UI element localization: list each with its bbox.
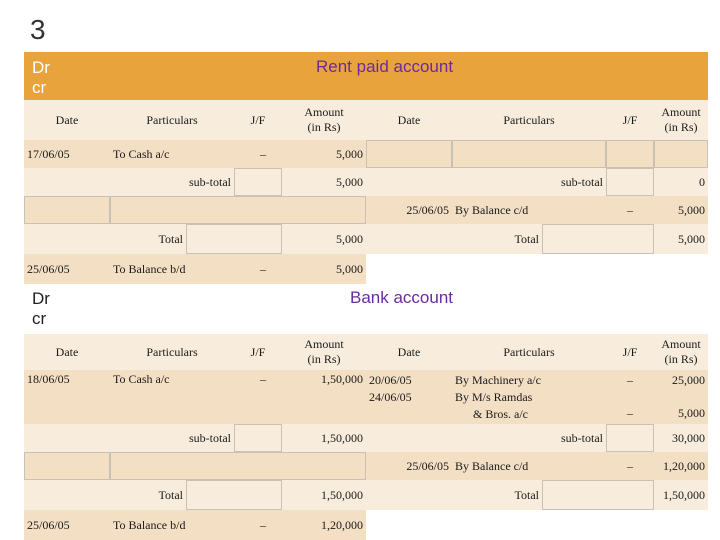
bank-dr-cr-label	[32, 289, 50, 329]
rent-subtotal-amount-right: 0	[654, 168, 708, 196]
rent-empty-cell	[606, 168, 654, 196]
rent-header-jf-left: J/F	[234, 100, 282, 140]
rent-account-title: Rent paid account	[316, 57, 454, 76]
rent-subtotal-row	[24, 168, 708, 196]
rent-header-amount-right-l2: (in Rs)	[664, 120, 698, 134]
bank-header-date-left: Date	[24, 334, 110, 370]
bank-right-date-1: 20/06/05	[369, 373, 412, 387]
rent-header-amount-right	[654, 100, 708, 140]
rent-total-amount-left: 5,000	[282, 224, 366, 254]
bank-empty-cell	[186, 480, 282, 510]
bank-header-particulars-right: Particulars	[452, 334, 606, 370]
bank-header-amount-left	[282, 334, 366, 370]
bank-header-jf-left: J/F	[234, 334, 282, 370]
bank-subtotal-amount-right: 30,000	[654, 424, 708, 452]
rent-date-cell: 17/06/05	[24, 140, 110, 168]
rent-total-label-right: Total	[366, 224, 542, 254]
bank-right-jf-2: –	[627, 406, 633, 420]
bank-left-particulars	[110, 370, 234, 424]
bank-entry-row	[24, 370, 708, 424]
bank-left-date	[24, 370, 110, 424]
rent-empty-cell	[606, 140, 654, 168]
rent-balance-bd-jf: –	[234, 254, 282, 284]
bank-empty-cell	[234, 424, 282, 452]
bank-balance-bd-particulars: To Balance b/d	[110, 510, 234, 540]
bank-account-title: Bank account	[350, 288, 454, 307]
bank-total-amount-right: 1,50,000	[654, 480, 708, 510]
rent-header-amount-left-l2: (in Rs)	[307, 120, 341, 134]
rent-header-date-left: Date	[24, 100, 110, 140]
rent-header-amount-right-l1: Amount	[661, 105, 701, 119]
bank-column-headers	[24, 334, 708, 370]
rent-dr-label: Dr	[32, 58, 50, 77]
rent-cr-label: cr	[32, 78, 47, 97]
bank-balance-bd-date: 25/06/05	[24, 510, 110, 540]
rent-particulars-cell: To Cash a/c	[110, 140, 234, 168]
bank-header-particulars-left: Particulars	[110, 334, 234, 370]
rent-empty-cell	[186, 224, 282, 254]
bank-left-particulars-text: To Cash a/c	[113, 372, 170, 386]
bank-right-amount-2: 5,000	[678, 406, 705, 420]
bank-dr-label: Dr	[32, 289, 50, 308]
rent-balance-cd-amount: 5,000	[654, 196, 708, 224]
bank-right-dates	[366, 370, 452, 424]
bank-header-amount-right	[654, 334, 708, 370]
bank-right-amounts	[654, 370, 708, 424]
rent-balance-cd-row	[24, 196, 708, 224]
bank-right-jf-1: –	[627, 373, 633, 387]
bank-right-date-2: 24/06/05	[369, 390, 412, 404]
rent-column-headers	[24, 100, 708, 140]
rent-empty-cell	[654, 140, 708, 168]
bank-left-date-text: 18/06/05	[27, 372, 70, 386]
bank-balance-bd-row	[24, 510, 708, 540]
rent-empty-cell	[24, 196, 110, 224]
rent-account-header-bar	[24, 52, 708, 100]
rent-balance-bd-date: 25/06/05	[24, 254, 110, 284]
rent-header-particulars-right: Particulars	[452, 100, 606, 140]
bank-right-particulars-2: By M/s Ramdas	[455, 390, 533, 404]
bank-balance-cd-date: 25/06/05	[366, 452, 452, 480]
bank-header-amount-right-l2: (in Rs)	[664, 352, 698, 366]
rent-header-jf-right: J/F	[606, 100, 654, 140]
rent-balance-cd-particulars: By Balance c/d	[452, 196, 606, 224]
bank-balance-bd-amount: 1,20,000	[282, 510, 366, 540]
bank-header-date-right: Date	[366, 334, 452, 370]
rent-empty-cell	[366, 140, 452, 168]
rent-balance-bd-row	[24, 254, 708, 284]
bank-left-amount	[282, 370, 366, 424]
bank-cr-label: cr	[32, 309, 47, 328]
bank-total-label-left: Total	[24, 480, 186, 510]
rent-balance-cd-jf: –	[606, 196, 654, 224]
rent-total-row	[24, 224, 708, 254]
rent-subtotal-label-left: sub-total	[24, 168, 234, 196]
rent-subtotal-label-right: sub-total	[366, 168, 606, 196]
bank-header-jf-right: J/F	[606, 334, 654, 370]
rent-empty-cell	[452, 140, 606, 168]
rent-empty-cell	[542, 224, 654, 254]
rent-balance-cd-date: 25/06/05	[366, 196, 452, 224]
bank-subtotal-label-right: sub-total	[366, 424, 606, 452]
rent-header-amount-left-l1: Amount	[304, 105, 344, 119]
bank-total-amount-left: 1,50,000	[282, 480, 366, 510]
bank-total-label-right: Total	[366, 480, 542, 510]
rent-total-label-left: Total	[24, 224, 186, 254]
rent-empty-cell	[110, 196, 366, 224]
rent-entry-row	[24, 140, 708, 168]
bank-left-jf	[234, 370, 282, 424]
bank-right-particulars-1: By Machinery a/c	[455, 373, 541, 387]
rent-jf-cell: –	[234, 140, 282, 168]
bank-right-amount-1: 25,000	[672, 373, 705, 387]
bank-header-amount-left-l2: (in Rs)	[307, 352, 341, 366]
bank-header-amount-left-l1: Amount	[304, 337, 344, 351]
rent-subtotal-amount-left: 5,000	[282, 168, 366, 196]
bank-left-jf-text: –	[260, 372, 266, 386]
bank-header-amount-right-l1: Amount	[661, 337, 701, 351]
bank-subtotal-label-left: sub-total	[24, 424, 234, 452]
rent-empty-cell	[234, 168, 282, 196]
bank-balance-cd-jf: –	[606, 452, 654, 480]
bank-right-particulars-3: & Bros. a/c	[473, 407, 528, 421]
bank-subtotal-amount-left: 1,50,000	[282, 424, 366, 452]
rent-header-particulars-left: Particulars	[110, 100, 234, 140]
bank-balance-bd-jf: –	[234, 510, 282, 540]
rent-balance-bd-particulars: To Balance b/d	[110, 254, 234, 284]
rent-dr-cr-label	[32, 58, 50, 98]
slide-number: 3	[30, 14, 46, 45]
bank-empty-cell	[110, 452, 366, 480]
bank-balance-cd-amount: 1,20,000	[654, 452, 708, 480]
rent-total-amount-right: 5,000	[654, 224, 708, 254]
rent-header-amount-left	[282, 100, 366, 140]
bank-total-row	[24, 480, 708, 510]
bank-right-jf	[606, 370, 654, 424]
bank-empty-cell	[606, 424, 654, 452]
bank-balance-cd-particulars: By Balance c/d	[452, 452, 606, 480]
bank-right-particulars	[452, 370, 606, 424]
bank-left-amount-text: 1,50,000	[321, 372, 363, 386]
bank-balance-cd-row	[24, 452, 708, 480]
rent-balance-bd-amount: 5,000	[282, 254, 366, 284]
rent-amount-cell: 5,000	[282, 140, 366, 168]
rent-header-date-right: Date	[366, 100, 452, 140]
bank-empty-cell	[24, 452, 110, 480]
bank-empty-cell	[542, 480, 654, 510]
bank-subtotal-row	[24, 424, 708, 452]
